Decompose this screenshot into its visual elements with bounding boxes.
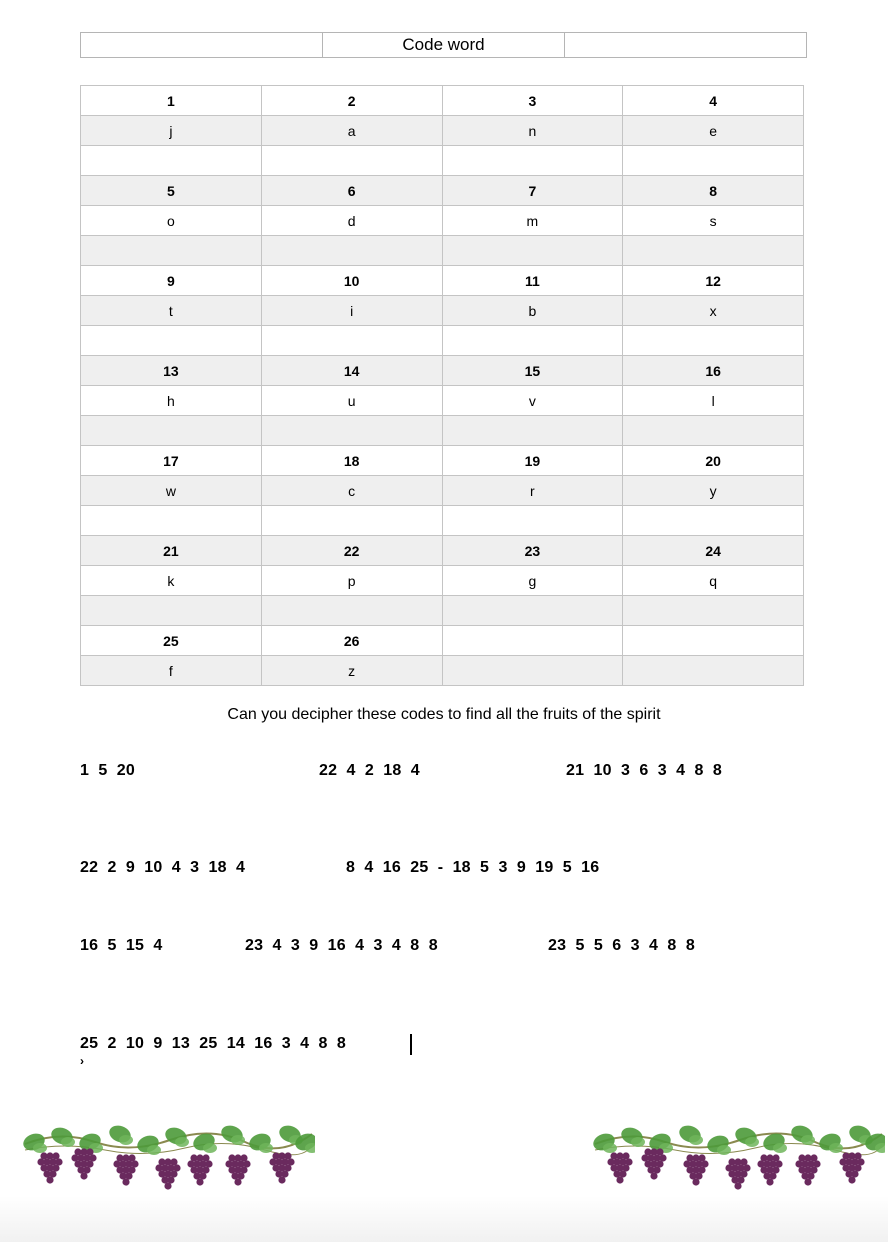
grid-row-letter bbox=[81, 566, 804, 596]
blank-cell[interactable] bbox=[623, 596, 804, 626]
code-number-cell[interactable]: 3 bbox=[442, 86, 623, 116]
grid-row-num bbox=[81, 356, 804, 386]
grid-row-num bbox=[81, 446, 804, 476]
code-letter-cell[interactable] bbox=[623, 656, 804, 686]
code-number-cell[interactable]: 16 bbox=[623, 356, 804, 386]
blank-cell[interactable] bbox=[442, 416, 623, 446]
code-number-cell[interactable]: 13 bbox=[81, 356, 262, 386]
code-line-4[interactable]: 22 2 9 10 4 3 18 4 bbox=[80, 859, 246, 876]
code-number-cell[interactable]: 10 bbox=[261, 266, 442, 296]
grid-row-blank bbox=[81, 326, 804, 356]
code-letter-cell[interactable]: v bbox=[442, 386, 623, 416]
code-letter-cell[interactable]: h bbox=[81, 386, 262, 416]
code-number-cell[interactable]: 20 bbox=[623, 446, 804, 476]
code-number-cell[interactable]: 5 bbox=[81, 176, 262, 206]
code-letter-cell[interactable]: g bbox=[442, 566, 623, 596]
code-number-cell[interactable]: 14 bbox=[261, 356, 442, 386]
blank-cell[interactable] bbox=[81, 416, 262, 446]
code-letter-cell[interactable]: c bbox=[261, 476, 442, 506]
blank-cell[interactable] bbox=[623, 416, 804, 446]
blank-cell[interactable] bbox=[261, 596, 442, 626]
code-line-7[interactable]: 23 4 3 9 16 4 3 4 8 8 bbox=[245, 937, 438, 954]
grid-row-num bbox=[81, 176, 804, 206]
blank-cell[interactable] bbox=[442, 326, 623, 356]
code-number-cell[interactable]: 22 bbox=[261, 536, 442, 566]
code-letter-cell[interactable]: m bbox=[442, 206, 623, 236]
code-number-cell[interactable] bbox=[442, 626, 623, 656]
grid-row-num bbox=[81, 86, 804, 116]
code-line-2[interactable]: 22 4 2 18 4 bbox=[319, 762, 420, 779]
code-line-6[interactable]: 16 5 15 4 bbox=[80, 937, 163, 954]
code-line-3[interactable]: 21 10 3 6 3 4 8 8 bbox=[566, 762, 723, 779]
code-letter-cell[interactable]: n bbox=[442, 116, 623, 146]
blank-cell[interactable] bbox=[81, 506, 262, 536]
grid-row-letter bbox=[81, 656, 804, 686]
code-number-cell[interactable]: 15 bbox=[442, 356, 623, 386]
code-line-5[interactable]: 8 4 16 25 - 18 5 3 9 19 5 16 bbox=[346, 859, 600, 876]
code-number-cell[interactable]: 12 bbox=[623, 266, 804, 296]
code-line-9[interactable]: 25 2 10 9 13 25 14 16 3 4 8 8 bbox=[80, 1035, 346, 1052]
code-letter-cell[interactable] bbox=[442, 656, 623, 686]
grid-row-blank bbox=[81, 506, 804, 536]
grid-row-num bbox=[81, 266, 804, 296]
code-number-cell[interactable]: 25 bbox=[81, 626, 262, 656]
grid-row-blank bbox=[81, 146, 804, 176]
code-number-cell[interactable]: 9 bbox=[81, 266, 262, 296]
code-letter-cell[interactable]: w bbox=[81, 476, 262, 506]
blank-cell[interactable] bbox=[81, 596, 262, 626]
blank-cell[interactable] bbox=[442, 506, 623, 536]
code-number-cell[interactable]: 17 bbox=[81, 446, 262, 476]
code-letter-cell[interactable]: d bbox=[261, 206, 442, 236]
code-letter-cell[interactable]: u bbox=[261, 386, 442, 416]
blank-cell[interactable] bbox=[81, 236, 262, 266]
paragraph-mark: › bbox=[80, 1054, 84, 1068]
code-line-8[interactable]: 23 5 5 6 3 4 8 8 bbox=[548, 937, 695, 954]
code-number-cell[interactable]: 4 bbox=[623, 86, 804, 116]
code-letter-cell[interactable]: p bbox=[261, 566, 442, 596]
code-number-cell[interactable]: 26 bbox=[261, 626, 442, 656]
code-letter-cell[interactable]: a bbox=[261, 116, 442, 146]
header-cell-title[interactable]: Code word bbox=[322, 33, 564, 57]
blank-cell[interactable] bbox=[623, 146, 804, 176]
code-letter-cell[interactable]: x bbox=[623, 296, 804, 326]
grid-row-num bbox=[81, 626, 804, 656]
code-number-cell[interactable]: 18 bbox=[261, 446, 442, 476]
code-letter-cell[interactable]: s bbox=[623, 206, 804, 236]
grape-vine-right-icon bbox=[590, 1112, 885, 1192]
grid-row-blank bbox=[81, 416, 804, 446]
grid-row-blank bbox=[81, 236, 804, 266]
code-letter-cell[interactable]: o bbox=[81, 206, 262, 236]
grape-vine-left-icon bbox=[20, 1112, 315, 1192]
code-number-cell[interactable]: 7 bbox=[442, 176, 623, 206]
code-letter-cell[interactable]: q bbox=[623, 566, 804, 596]
blank-cell[interactable] bbox=[81, 146, 262, 176]
grid-row-blank bbox=[81, 596, 804, 626]
blank-cell[interactable] bbox=[261, 236, 442, 266]
cipher-table bbox=[80, 85, 804, 686]
grid-row-num bbox=[81, 536, 804, 566]
blank-cell[interactable] bbox=[261, 146, 442, 176]
code-word-header bbox=[80, 32, 807, 58]
code-line-1[interactable]: 1 5 20 bbox=[80, 762, 135, 779]
header-cell-left[interactable] bbox=[81, 33, 322, 57]
code-letter-cell[interactable]: e bbox=[623, 116, 804, 146]
code-number-cell[interactable]: 1 bbox=[81, 86, 262, 116]
code-number-cell[interactable]: 8 bbox=[623, 176, 804, 206]
blank-cell[interactable] bbox=[261, 416, 442, 446]
code-letter-cell[interactable]: b bbox=[442, 296, 623, 326]
code-letter-cell[interactable]: z bbox=[261, 656, 442, 686]
code-letter-cell[interactable]: r bbox=[442, 476, 623, 506]
grid-row-letter bbox=[81, 296, 804, 326]
grid-row-letter bbox=[81, 386, 804, 416]
grid-row-letter bbox=[81, 116, 804, 146]
code-number-cell[interactable]: 21 bbox=[81, 536, 262, 566]
code-number-cell[interactable]: 19 bbox=[442, 446, 623, 476]
code-letter-cell[interactable]: f bbox=[81, 656, 262, 686]
page-bottom-edge bbox=[0, 1196, 888, 1242]
blank-cell[interactable] bbox=[623, 236, 804, 266]
grid-row-letter bbox=[81, 476, 804, 506]
code-letter-cell[interactable]: k bbox=[81, 566, 262, 596]
header-cell-right[interactable] bbox=[564, 33, 806, 57]
code-letter-cell[interactable]: t bbox=[81, 296, 262, 326]
code-letter-cell[interactable]: y bbox=[623, 476, 804, 506]
blank-cell[interactable] bbox=[261, 506, 442, 536]
question-text: Can you decipher these codes to find all the fruits of the spirit bbox=[227, 706, 661, 723]
code-number-cell[interactable]: 2 bbox=[261, 86, 442, 116]
grid-row-letter bbox=[81, 206, 804, 236]
blank-cell[interactable] bbox=[623, 506, 804, 536]
code-number-cell[interactable]: 24 bbox=[623, 536, 804, 566]
blank-cell[interactable] bbox=[442, 596, 623, 626]
code-letter-cell[interactable]: i bbox=[261, 296, 442, 326]
blank-cell[interactable] bbox=[81, 326, 262, 356]
code-number-cell[interactable]: 6 bbox=[261, 176, 442, 206]
blank-cell[interactable] bbox=[623, 326, 804, 356]
text-cursor bbox=[410, 1034, 412, 1055]
code-letter-cell[interactable]: l bbox=[623, 386, 804, 416]
code-number-cell[interactable] bbox=[623, 626, 804, 656]
blank-cell[interactable] bbox=[442, 236, 623, 266]
code-number-cell[interactable]: 23 bbox=[442, 536, 623, 566]
code-letter-cell[interactable]: j bbox=[81, 116, 262, 146]
blank-cell[interactable] bbox=[442, 146, 623, 176]
code-number-cell[interactable]: 11 bbox=[442, 266, 623, 296]
blank-cell[interactable] bbox=[261, 326, 442, 356]
